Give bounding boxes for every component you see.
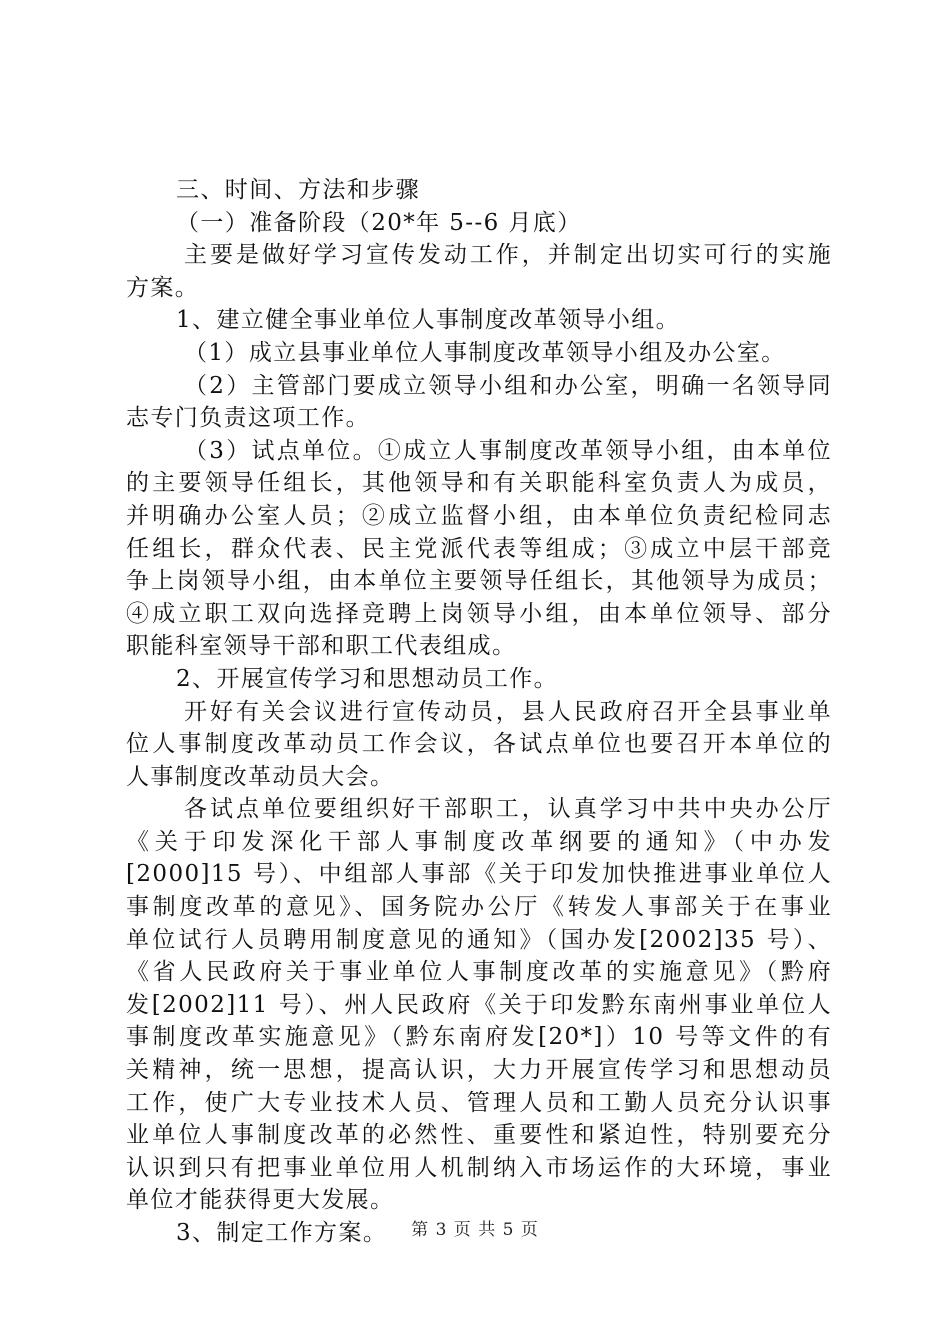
- text-line: 各试点单位要组织好干部职工，认真学习中共中央办公厅: [184, 796, 832, 823]
- page-footer: 第 3 页 共 5 页: [411, 1220, 539, 1240]
- text-line: 任组长，群众代表、民主党派代表等组成；③成立中层干部竞: [126, 535, 832, 562]
- document-body: [126, 174, 832, 1250]
- text-line: 志专门负责这项工作。: [126, 405, 370, 432]
- text-line: 关精神，统一思想，提高认识，大力开展宣传学习和思想动员: [126, 1057, 832, 1084]
- text-line: 发[2002]11 号）、州人民政府《关于印发黔东南州事业单位人: [126, 991, 832, 1018]
- text-line: 《关于印发深化干部人事制度改革纲要的通知》（中办发: [126, 828, 832, 855]
- text-line: 认识到只有把事业单位用人机制纳入市场运作的大环境，事业: [126, 1154, 832, 1181]
- text-line: [2000]15 号）、中组部人事部《关于印发加快推进事业单位人: [126, 861, 832, 888]
- text-line: 开好有关会议进行宣传动员，县人民政府召开全县事业单: [184, 698, 832, 725]
- text-line: 单位试行人员聘用制度意见的通知》（国办发[2002]35 号）、: [126, 926, 832, 953]
- text-line: 单位才能获得更大发展。: [126, 1187, 395, 1214]
- text-line: 业单位人事制度改革的必然性、重要性和紧迫性，特别要充分: [126, 1122, 832, 1149]
- text-line: 职能科室领导干部和职工代表组成。: [126, 633, 517, 660]
- text-line: 位人事制度改革动员工作会议，各试点单位也要召开本单位的: [126, 731, 832, 758]
- text-line: 人事制度改革动员大会。: [126, 763, 395, 790]
- text-line: （1）成立县事业单位人事制度改革领导小组及办公室。: [184, 339, 786, 366]
- text-line: （一）准备阶段（20*年 5--6 月底）: [176, 209, 582, 236]
- text-line: 三、时间、方法和步骤: [176, 177, 420, 203]
- text-line: 的主要领导任组长，其他领导和有关职能科室负责人为成员，: [126, 470, 832, 497]
- text-line: ④成立职工双向选择竞聘上岗领导小组，由本单位领导、部分: [126, 600, 832, 627]
- text-line: 3、制定工作方案。: [176, 1220, 388, 1246]
- text-line: 2、开展宣传学习和思想动员工作。: [176, 665, 559, 692]
- text-line: （3）试点单位。①成立人事制度改革领导小组，由本单位: [184, 437, 832, 464]
- text-line: 工作，使广大专业技术人员、管理人员和工勤人员充分认识事: [126, 1089, 832, 1116]
- text-line: 并明确办公室人员；②成立监督小组，由本单位负责纪检同志: [126, 502, 832, 529]
- text-line: 主要是做好学习宣传发动工作，并制定出切实可行的实施: [184, 242, 832, 269]
- text-line: 事制度改革实施意见》（黔东南府发[20*]）10 号等文件的有: [126, 1024, 832, 1051]
- text-line: 1、建立健全事业单位人事制度改革领导小组。: [176, 307, 681, 334]
- text-line: （2）主管部门要成立领导小组和办公室，明确一名领导同: [184, 372, 832, 399]
- text-line: 方案。: [126, 274, 200, 301]
- text-line: 《省人民政府关于事业单位人事制度改革的实施意见》（黔府: [126, 959, 832, 986]
- text-line: 事制度改革的意见》、国务院办公厅《转发人事部关于在事业: [126, 894, 832, 921]
- text-line: 争上岗领导小组，由本单位主要领导任组长，其他领导为成员；: [126, 568, 832, 595]
